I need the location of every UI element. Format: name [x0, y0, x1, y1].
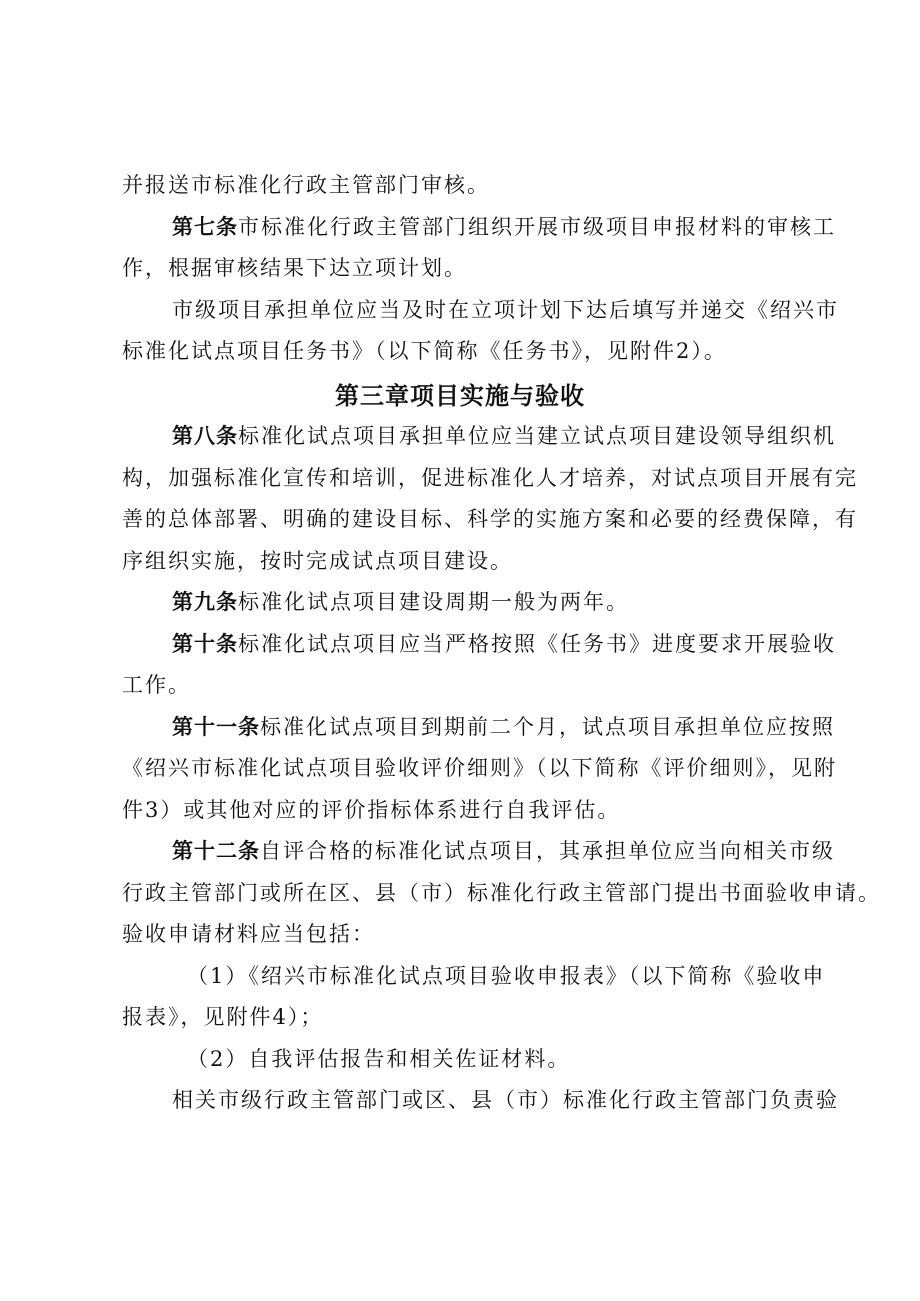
article-11-line — [122, 707, 835, 749]
line-text: 作，根据审核结果下达立项计划。 — [122, 256, 467, 280]
article-heading: 第七条 — [172, 214, 238, 239]
line-text: （1）《绍兴市标准化试点项目验收申报表》（以下简称《验收申 — [187, 963, 826, 988]
text-line — [122, 541, 810, 583]
text-line — [122, 914, 810, 956]
text-line — [122, 997, 810, 1039]
line-text: 序组织实施，按时完成试点项目建设。 — [122, 548, 513, 573]
article-heading: 第十条 — [172, 631, 238, 656]
line-text: 相关市级行政主管部门或区、县（市）标准化行政主管部门负责验 — [172, 1088, 839, 1112]
line-text: 标准化试点项目到期前二个月，试点项目承担单位应按照 — [260, 714, 835, 739]
line-text: 标准化试点项目建设周期一般为两年。 — [238, 590, 629, 614]
text-line — [122, 458, 858, 500]
text-line — [122, 165, 810, 207]
line-text: 《绍兴市标准化试点项目验收评价细则》（以下简称《评价细则》，见附 — [122, 756, 837, 780]
line-text: 标准化试点项目应当严格按照《任务书》进度要求开展验收 — [238, 631, 836, 656]
text-line — [122, 1080, 839, 1122]
text-line — [122, 873, 881, 915]
line-text: 报表》，见附件4）； — [122, 1005, 324, 1029]
article-9-line — [122, 582, 810, 624]
text-line — [122, 499, 858, 541]
line-text: 件3）或其他对应的评价指标体系进行自我评估。 — [122, 797, 621, 822]
text-line — [122, 790, 810, 832]
article-10-line — [122, 624, 836, 666]
article-heading: 第八条 — [172, 424, 238, 448]
line-text: 自评合格的标准化试点项目，其承担单位应当向相关市级 — [260, 839, 835, 863]
article-8-line — [122, 416, 836, 458]
list-item-2 — [122, 1039, 810, 1081]
text-line — [122, 665, 810, 707]
article-heading: 第九条 — [172, 590, 238, 614]
line-text: 市级项目承担单位应当及时在立项计划下达后填写并递交《绍兴市 — [172, 297, 839, 322]
line-text: 标准化试点项目任务书》（以下简称《任务书》，见附件2）。 — [122, 339, 727, 363]
chapter-title: 第三章项目实施与验收 — [335, 382, 585, 410]
list-item-1 — [122, 956, 826, 998]
article-heading: 第十一条 — [172, 714, 260, 739]
line-text: 并报送市标准化行政主管部门审核。 — [122, 173, 490, 197]
line-text: 行政主管部门或所在区、县（市）标准化行政主管部门提出书面验收申请。 — [122, 880, 881, 905]
text-line — [122, 748, 837, 790]
text-line — [122, 331, 810, 373]
line-text: （2）自我评估报告和相关佐证材料。 — [187, 1046, 571, 1071]
text-section-top — [122, 165, 839, 373]
line-text: 善的总体部署、明确的建设目标、科学的实施方案和必要的经费保障，有 — [122, 507, 858, 531]
article-heading: 第十二条 — [172, 839, 260, 863]
text-line — [122, 248, 810, 290]
line-text: 标准化试点项目承担单位应当建立试点项目建设领导组织机 — [238, 424, 836, 448]
text-section-body — [122, 416, 881, 1122]
line-text: 工作。 — [122, 673, 191, 697]
line-text: 验收申请材料应当包括： — [122, 922, 375, 946]
article-12-line — [122, 831, 835, 873]
text-line — [122, 290, 839, 332]
article-7-line — [122, 207, 836, 249]
line-text: 市标准化行政主管部门组织开展市级项目申报材料的审核工 — [238, 214, 836, 239]
line-text: 构，加强标准化宣传和培训，促进标准化人才培养，对试点项目开展有完 — [122, 465, 858, 490]
